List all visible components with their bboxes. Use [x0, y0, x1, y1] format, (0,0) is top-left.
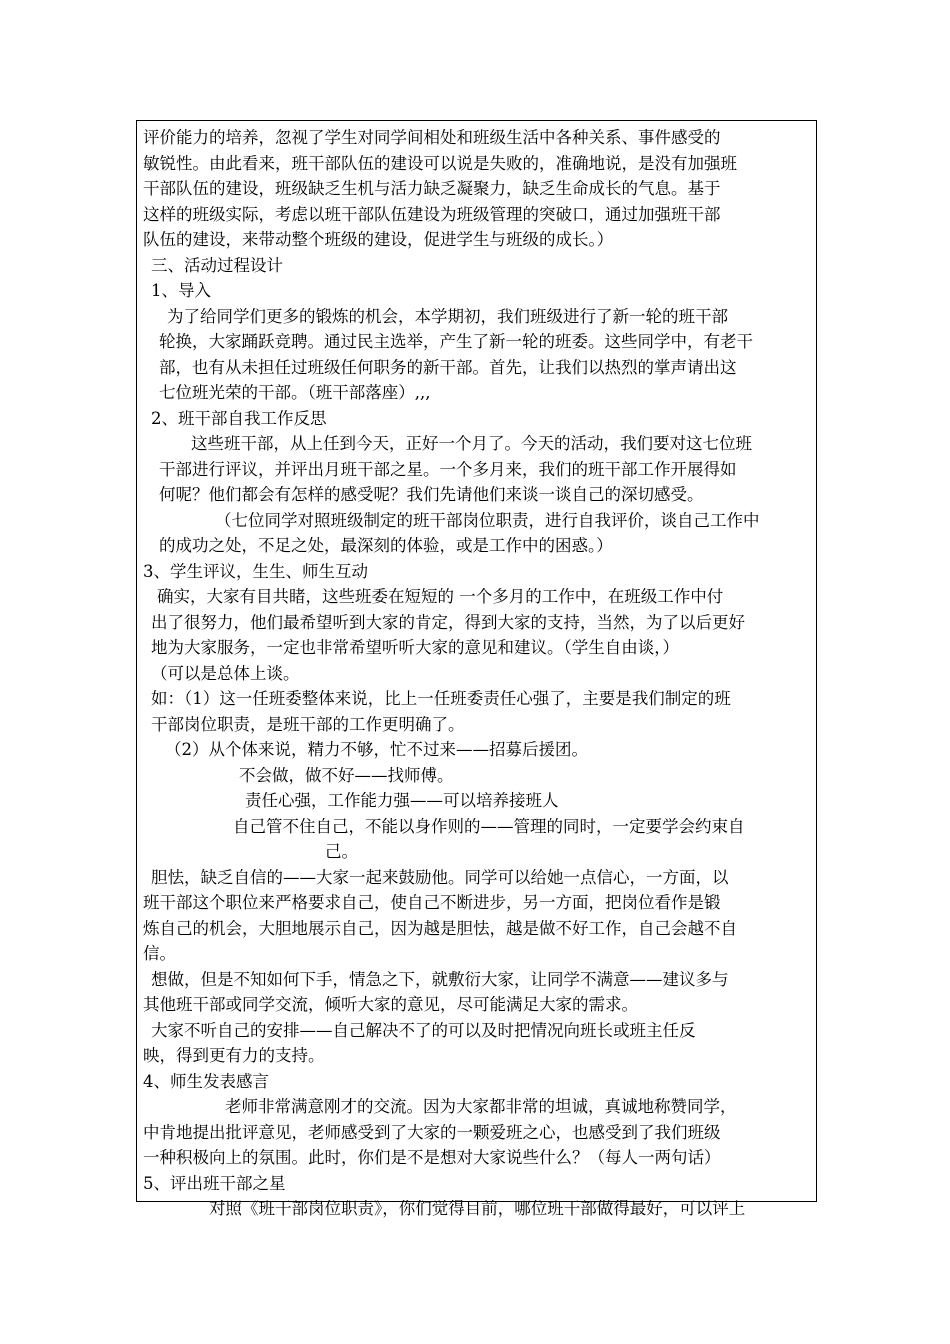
text-line: 5、评出班干部之星	[143, 1173, 286, 1193]
text-line: 3、学生评议，生生、师生互动	[143, 561, 368, 581]
text-line: （可以是总体上谈。	[151, 663, 300, 683]
text-line: 1、导入	[151, 281, 211, 300]
text-line: 这些班干部，从上任到今天，正好一个月了。今天的活动，我们要对这七位班	[191, 434, 752, 453]
text-line: 三、活动过程设计	[151, 255, 283, 275]
text-line: 自己管不住自己，不能以身作则的——管理的同时，一定要学会约束自	[233, 816, 745, 836]
text-line: 己。	[325, 842, 358, 861]
text-line: 如：（1）这一任班委整体来说，比上一任班委责任心强了，主要是我们制定的班	[151, 689, 731, 708]
text-line: 敏锐性。由此看来，班干部队伍的建设可以说是失败的，准确地说，是没有加强班	[143, 153, 737, 173]
text-line: 胆怯，缺乏自信的——大家一起来鼓励他。同学可以给她一点信心，一方面，以	[151, 867, 729, 887]
text-line: 班干部这个职位来严格要求自己，使自己不断进步，另一方面，把岗位看作是锻	[143, 893, 721, 912]
text-line: 4、师生发表感言	[143, 1071, 269, 1091]
text-line: 责任心强，工作能力强——可以培养接班人	[245, 791, 559, 810]
text-line: 大家不听自己的安排——自己解决不了的可以及时把情况向班长或班主任反	[151, 1020, 696, 1040]
text-line: 确实，大家有目共睹，这些班委在短短的 一个多月的工作中，在班级工作中付	[157, 587, 724, 606]
text-line: 2、班干部自我工作反思	[151, 408, 327, 428]
text-line: 其他班干部或同学交流，倾听大家的意见，尽可能满足大家的需求。	[143, 995, 638, 1014]
text-line: 地为大家服务，一定也非常希望听听大家的意见和建议。（学生自由谈，）	[151, 638, 679, 657]
text-line: 信。	[143, 944, 176, 963]
text-line: （七位同学对照班级制定的班干部岗位职责，进行自我评价，谈自己工作中	[215, 510, 760, 530]
text-line: 一种积极向上的氛围。此时，你们是不是想对大家说些什么？（每人一两句话）	[143, 1148, 721, 1167]
text-line: 想做，但是不知如何下手，情急之下，就敷衍大家，让同学不满意——建议多与	[151, 969, 729, 989]
text-line: 映，得到更有力的支持。	[143, 1046, 325, 1065]
text-line: 为了给同学们更多的锻炼的机会，本学期初，我们班级进行了新一轮的班干部	[167, 306, 728, 326]
text-line: 炼自己的机会，大胆地展示自己，因为越是胆怯，越是做不好工作，自己会越不自	[143, 918, 737, 938]
text-line: 这样的班级实际，考虑以班干部队伍建设为班级管理的突破口，通过加强班干部	[143, 204, 721, 224]
text-line: 何呢？他们都会有怎样的感受呢？我们先请他们来谈一谈自己的深切感受。	[159, 485, 704, 504]
table-cell-frame	[136, 120, 817, 1218]
text-line: （2）从个体来说，精力不够，忙不过来——招募后援团。	[165, 740, 588, 759]
text-line: 队伍的建设，来带动整个班级的建设，促进学生与班级的成长。）	[143, 230, 614, 249]
text-line: 七位班光荣的干部。（班干部落座）,,,	[159, 383, 431, 402]
text-line: 干部进行评议，并评出月班干部之星。一个多月来，我们的班干部工作开展得如	[159, 459, 737, 479]
text-line: 老师非常满意刚才的交流。因为大家都非常的坦诚，真诚地称赞同学，	[225, 1097, 737, 1116]
document-body	[143, 125, 813, 1222]
text-line: 轮换，大家踊跃竞聘。通过民主选举，产生了新一轮的班委。这些同学中，有老干	[159, 332, 753, 351]
text-line: 对照《班干部岗位职责》，你们觉得目前，哪位班干部做得最好，可以评上	[209, 1199, 746, 1218]
text-line: 出了很努力，他们最希望听到大家的肯定，得到大家的支持，当然，为了以后更好	[151, 612, 745, 632]
text-line: 干部队伍的建设，班级缺乏生机与活力缺乏凝聚力，缺乏生命成长的气息。基于	[143, 179, 721, 198]
text-line: 评价能力的培养，忽视了学生对同学间相处和班级生活中各种关系、事件感受的	[143, 128, 721, 147]
text-line: 中肯地提出批评意见，老师感受到了大家的一颗爱班之心，也感受到了我们班级	[143, 1122, 721, 1142]
text-line: 的成功之处，不足之处，最深刻的体验，或是工作中的困惑。）	[159, 536, 613, 555]
text-line: 不会做，做不好——找师傅。	[239, 765, 454, 785]
text-line: 部，也有从未担任过班级任何职务的新干部。首先，让我们以热烈的掌声请出这	[159, 357, 737, 377]
text-line: 干部岗位职责，是班干部的工作更明确了。	[151, 714, 465, 734]
